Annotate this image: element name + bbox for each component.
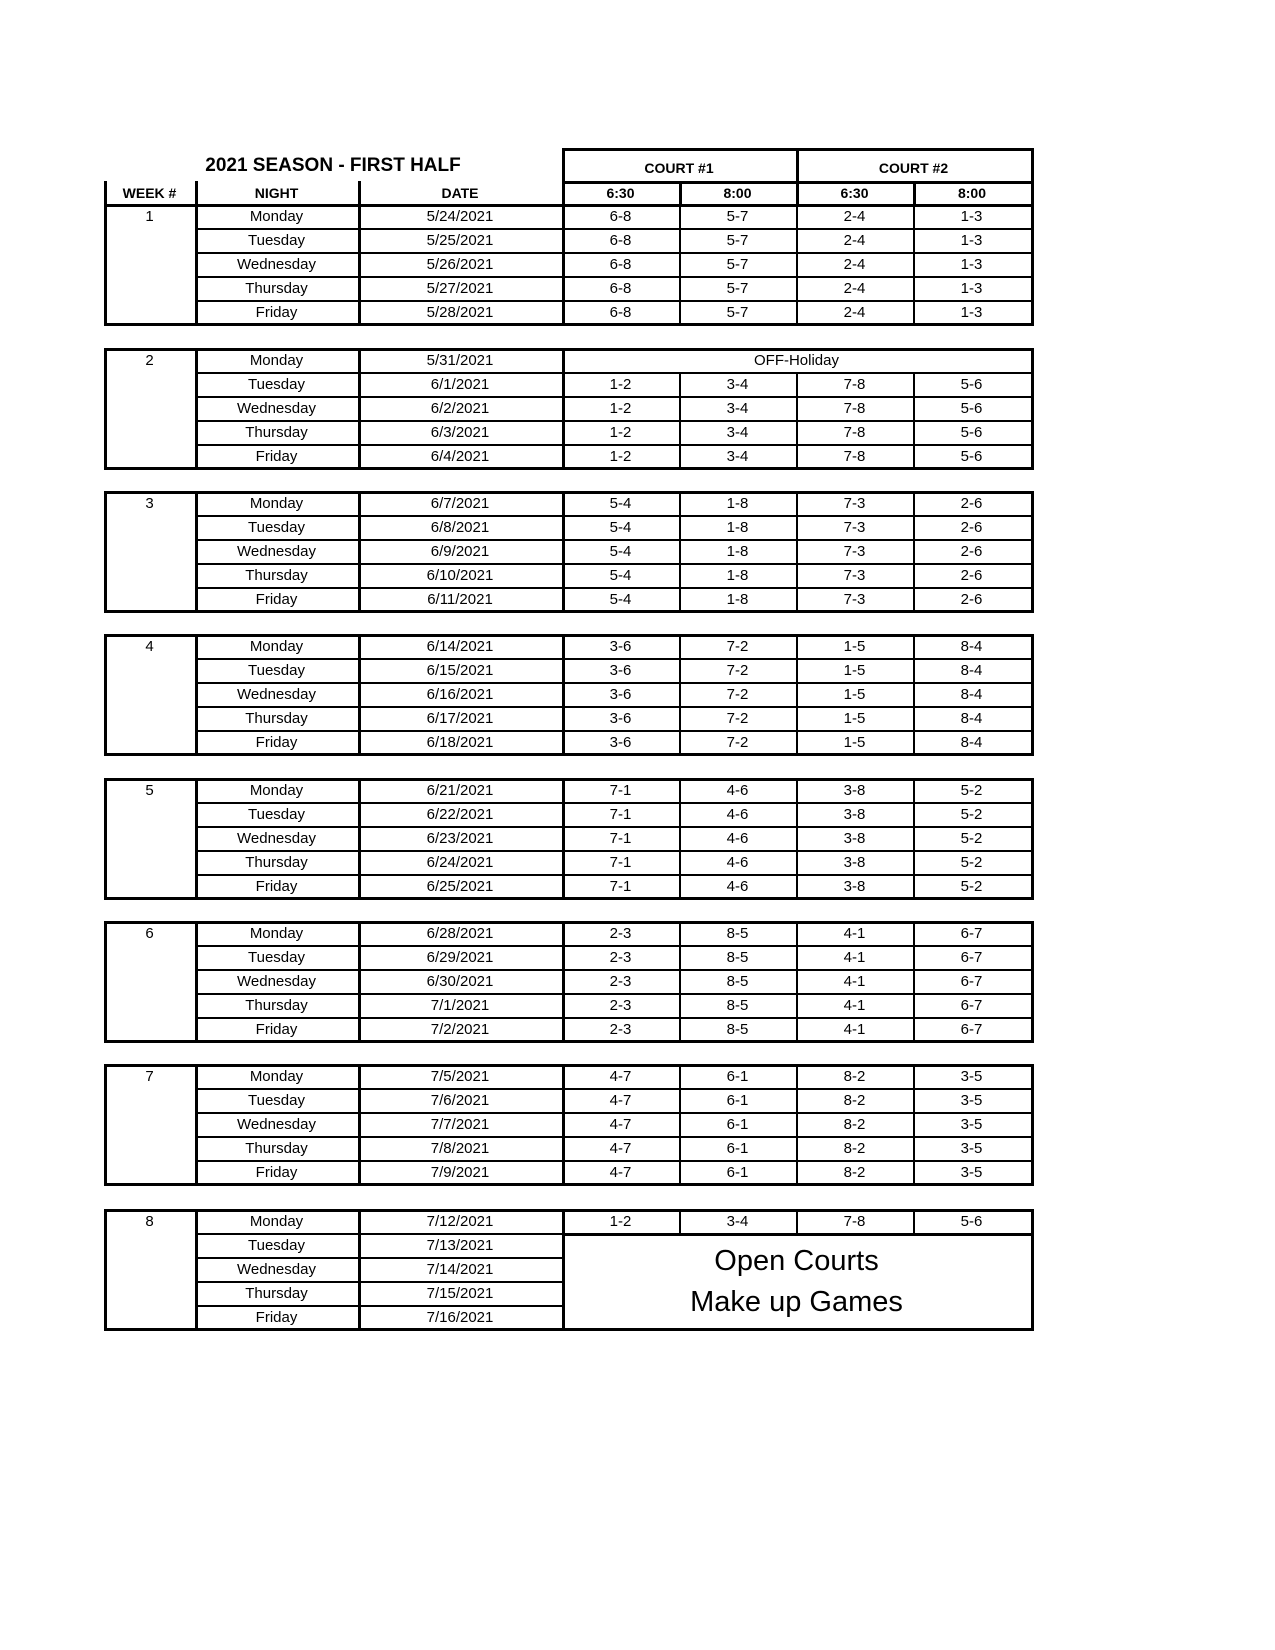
night-cell: Thursday bbox=[245, 1285, 308, 1302]
night-cell: Wednesday bbox=[237, 973, 316, 990]
night-cell: Tuesday bbox=[248, 662, 305, 679]
game-cell: 1-5 bbox=[843, 734, 866, 751]
game-cell: 8-4 bbox=[960, 710, 983, 727]
game-cell: 5-4 bbox=[609, 591, 632, 608]
night-cell: Friday bbox=[255, 448, 298, 465]
date-column-header: DATE bbox=[441, 185, 479, 201]
game-cell: 4-7 bbox=[609, 1116, 632, 1133]
date-cell: 6/21/2021 bbox=[426, 782, 494, 799]
game-cell: 8-5 bbox=[726, 925, 749, 942]
game-cell: 8-5 bbox=[726, 973, 749, 990]
week-number: 1 bbox=[145, 208, 154, 225]
game-cell: 6-7 bbox=[960, 1021, 983, 1038]
game-cell: 6-7 bbox=[960, 949, 983, 966]
night-cell: Monday bbox=[249, 1068, 304, 1085]
game-cell: 7-2 bbox=[726, 686, 749, 703]
game-cell: 4-7 bbox=[609, 1164, 632, 1181]
date-cell: 5/27/2021 bbox=[426, 280, 494, 297]
spacer-rule bbox=[358, 467, 562, 469]
game-cell: 3-5 bbox=[960, 1092, 983, 1109]
date-cell: 6/15/2021 bbox=[426, 662, 494, 679]
game-cell: 6-8 bbox=[609, 304, 632, 321]
date-cell: 7/5/2021 bbox=[430, 1068, 490, 1085]
game-cell: 8-2 bbox=[843, 1068, 866, 1085]
game-cell: 3-4 bbox=[726, 424, 749, 441]
game-cell: 4-1 bbox=[843, 1021, 866, 1038]
game-cell: 3-6 bbox=[609, 686, 632, 703]
week-block-right-rule bbox=[1031, 1064, 1034, 1186]
court-1-time-630: 6:30 bbox=[606, 185, 635, 201]
page-title: 2021 SEASON - FIRST HALF bbox=[205, 155, 461, 176]
game-cell: 6-7 bbox=[960, 997, 983, 1014]
game-cell: 5-4 bbox=[609, 543, 632, 560]
night-cell: Friday bbox=[255, 1021, 298, 1038]
game-cell: 4-6 bbox=[726, 854, 749, 871]
date-cell: 7/16/2021 bbox=[426, 1309, 494, 1326]
game-cell: 3-8 bbox=[843, 830, 866, 847]
date-cell: 7/9/2021 bbox=[430, 1164, 490, 1181]
game-cell: 2-3 bbox=[609, 1021, 632, 1038]
game-cell: 1-2 bbox=[609, 448, 632, 465]
night-cell: Monday bbox=[249, 782, 304, 799]
week-number: 8 bbox=[145, 1213, 154, 1230]
game-cell: 1-8 bbox=[726, 567, 749, 584]
date-cell: 7/7/2021 bbox=[430, 1116, 490, 1133]
game-cell: 4-6 bbox=[726, 782, 749, 799]
game-cell: 5-7 bbox=[726, 232, 749, 249]
game-cell: 3-8 bbox=[843, 878, 866, 895]
date-cell: 5/24/2021 bbox=[426, 208, 494, 225]
date-cell: 5/25/2021 bbox=[426, 232, 494, 249]
date-cell: 6/7/2021 bbox=[430, 495, 490, 512]
note-area-top-rule bbox=[562, 1233, 1031, 1236]
game-cell: 3-4 bbox=[726, 1213, 749, 1230]
night-cell: Friday bbox=[255, 878, 298, 895]
game-cell: 1-2 bbox=[609, 400, 632, 417]
night-column-header: NIGHT bbox=[254, 185, 299, 201]
night-cell: Wednesday bbox=[237, 256, 316, 273]
night-cell: Wednesday bbox=[237, 830, 316, 847]
date-cell: 6/17/2021 bbox=[426, 710, 494, 727]
game-cell: 2-3 bbox=[609, 973, 632, 990]
week-block-right-rule bbox=[1031, 778, 1034, 900]
court-header-right-rule bbox=[1031, 148, 1034, 204]
game-cell: 3-4 bbox=[726, 400, 749, 417]
game-cell: 5-6 bbox=[960, 424, 983, 441]
game-cell: 8-4 bbox=[960, 734, 983, 751]
game-cell: 5-4 bbox=[609, 519, 632, 536]
date-cell: 6/18/2021 bbox=[426, 734, 494, 751]
date-cell: 6/10/2021 bbox=[426, 567, 494, 584]
game-cell: 2-6 bbox=[960, 495, 983, 512]
game-cell: 1-5 bbox=[843, 638, 866, 655]
court-2-time-800: 8:00 bbox=[957, 185, 987, 201]
holiday-note: OFF-Holiday bbox=[753, 352, 839, 369]
date-cell: 6/30/2021 bbox=[426, 973, 494, 990]
game-cell: 7-3 bbox=[843, 591, 866, 608]
week-number: 4 bbox=[145, 638, 154, 655]
week-number: 7 bbox=[145, 1068, 154, 1085]
night-cell: Friday bbox=[255, 304, 298, 321]
game-cell: 4-1 bbox=[843, 997, 866, 1014]
date-cell: 6/29/2021 bbox=[426, 949, 494, 966]
week-number: 3 bbox=[145, 495, 154, 512]
date-cell: 6/23/2021 bbox=[426, 830, 494, 847]
game-cell: 4-6 bbox=[726, 830, 749, 847]
game-cell: 7-1 bbox=[609, 782, 632, 799]
date-cell: 7/8/2021 bbox=[430, 1140, 490, 1157]
game-cell: 5-6 bbox=[960, 400, 983, 417]
game-cell: 7-8 bbox=[843, 400, 866, 417]
game-cell: 5-6 bbox=[960, 376, 983, 393]
night-cell: Tuesday bbox=[248, 1092, 305, 1109]
game-cell: 2-6 bbox=[960, 591, 983, 608]
game-cell: 5-2 bbox=[960, 854, 983, 871]
night-cell: Monday bbox=[249, 1213, 304, 1230]
week-column-header: WEEK # bbox=[122, 185, 177, 201]
game-cell: 3-6 bbox=[609, 662, 632, 679]
game-cell: 5-4 bbox=[609, 567, 632, 584]
game-cell: 5-7 bbox=[726, 256, 749, 273]
date-cell: 6/14/2021 bbox=[426, 638, 494, 655]
date-cell: 7/2/2021 bbox=[430, 1021, 490, 1038]
date-cell: 7/15/2021 bbox=[426, 1285, 494, 1302]
game-cell: 4-6 bbox=[726, 878, 749, 895]
date-cell: 5/28/2021 bbox=[426, 304, 494, 321]
game-cell: 5-2 bbox=[960, 806, 983, 823]
game-cell: 1-8 bbox=[726, 519, 749, 536]
game-cell: 8-5 bbox=[726, 997, 749, 1014]
date-cell: 6/8/2021 bbox=[430, 519, 490, 536]
game-cell: 4-7 bbox=[609, 1068, 632, 1085]
game-cell: 6-1 bbox=[726, 1068, 749, 1085]
night-cell: Tuesday bbox=[248, 376, 305, 393]
game-cell: 2-4 bbox=[843, 208, 866, 225]
night-cell: Tuesday bbox=[248, 1237, 305, 1254]
night-cell: Friday bbox=[255, 1164, 298, 1181]
game-cell: 8-2 bbox=[843, 1140, 866, 1157]
game-cell: 7-2 bbox=[726, 638, 749, 655]
game-cell: 5-4 bbox=[609, 495, 632, 512]
open-courts-text: Open Courts bbox=[714, 1245, 879, 1277]
game-cell: 6-8 bbox=[609, 256, 632, 273]
game-cell: 3-8 bbox=[843, 806, 866, 823]
week-block-right-rule bbox=[1031, 348, 1034, 470]
game-cell: 3-6 bbox=[609, 638, 632, 655]
game-cell: 4-7 bbox=[609, 1092, 632, 1109]
date-cell: 7/1/2021 bbox=[430, 997, 490, 1014]
game-cell: 5-2 bbox=[960, 830, 983, 847]
game-cell: 6-1 bbox=[726, 1140, 749, 1157]
game-cell: 5-7 bbox=[726, 280, 749, 297]
game-cell: 7-3 bbox=[843, 567, 866, 584]
game-cell: 7-1 bbox=[609, 806, 632, 823]
game-cell: 1-5 bbox=[843, 686, 866, 703]
night-cell: Friday bbox=[255, 591, 298, 608]
night-cell: Thursday bbox=[245, 854, 308, 871]
game-cell: 7-1 bbox=[609, 854, 632, 871]
court-2-time-630: 6:30 bbox=[840, 185, 869, 201]
week-number: 5 bbox=[145, 782, 154, 799]
game-cell: 6-1 bbox=[726, 1116, 749, 1133]
game-cell: 2-6 bbox=[960, 567, 983, 584]
game-cell: 3-5 bbox=[960, 1068, 983, 1085]
game-cell: 2-6 bbox=[960, 519, 983, 536]
game-cell: 1-3 bbox=[960, 280, 983, 297]
game-cell: 6-8 bbox=[609, 280, 632, 297]
night-cell: Wednesday bbox=[237, 400, 316, 417]
game-cell: 4-1 bbox=[843, 925, 866, 942]
week-block-right-rule bbox=[1031, 634, 1034, 756]
game-cell: 2-4 bbox=[843, 232, 866, 249]
game-cell: 3-6 bbox=[609, 710, 632, 727]
date-cell: 6/24/2021 bbox=[426, 854, 494, 871]
night-cell: Thursday bbox=[245, 567, 308, 584]
game-cell: 7-3 bbox=[843, 519, 866, 536]
game-cell: 1-2 bbox=[609, 424, 632, 441]
date-cell: 6/25/2021 bbox=[426, 878, 494, 895]
game-cell: 1-3 bbox=[960, 304, 983, 321]
week-number: 6 bbox=[145, 925, 154, 942]
game-cell: 5-2 bbox=[960, 782, 983, 799]
night-cell: Monday bbox=[249, 208, 304, 225]
game-cell: 4-1 bbox=[843, 973, 866, 990]
game-cell: 3-5 bbox=[960, 1164, 983, 1181]
date-cell: 6/11/2021 bbox=[427, 591, 493, 608]
game-cell: 4-6 bbox=[726, 806, 749, 823]
game-cell: 6-7 bbox=[960, 973, 983, 990]
game-cell: 2-3 bbox=[609, 949, 632, 966]
game-cell: 4-7 bbox=[609, 1140, 632, 1157]
game-cell: 3-5 bbox=[960, 1116, 983, 1133]
game-cell: 1-8 bbox=[726, 543, 749, 560]
game-cell: 6-1 bbox=[726, 1164, 749, 1181]
date-cell: 6/4/2021 bbox=[430, 448, 490, 465]
night-cell: Friday bbox=[255, 734, 298, 751]
night-cell: Monday bbox=[249, 925, 304, 942]
game-cell: 6-7 bbox=[960, 925, 983, 942]
game-cell: 1-3 bbox=[960, 232, 983, 249]
week-block-right-rule bbox=[1031, 204, 1034, 326]
week-block-right-rule bbox=[1031, 1209, 1034, 1331]
game-cell: 6-8 bbox=[609, 208, 632, 225]
game-cell: 3-8 bbox=[843, 782, 866, 799]
game-cell: 3-8 bbox=[843, 854, 866, 871]
game-cell: 1-5 bbox=[843, 710, 866, 727]
game-cell: 7-3 bbox=[843, 495, 866, 512]
night-cell: Thursday bbox=[245, 424, 308, 441]
date-cell: 6/2/2021 bbox=[430, 400, 490, 417]
game-cell: 7-2 bbox=[726, 662, 749, 679]
game-cell: 1-5 bbox=[843, 662, 866, 679]
game-cell: 5-6 bbox=[960, 1213, 983, 1230]
date-cell: 6/3/2021 bbox=[430, 424, 490, 441]
game-cell: 7-8 bbox=[843, 448, 866, 465]
game-cell: 2-3 bbox=[609, 997, 632, 1014]
night-cell: Friday bbox=[255, 1309, 298, 1326]
game-cell: 5-2 bbox=[960, 878, 983, 895]
game-cell: 7-3 bbox=[843, 543, 866, 560]
court-2-label: COURT #2 bbox=[878, 160, 949, 176]
date-cell: 6/9/2021 bbox=[430, 543, 490, 560]
game-cell: 7-1 bbox=[609, 878, 632, 895]
game-cell: 1-3 bbox=[960, 208, 983, 225]
night-cell: Monday bbox=[249, 638, 304, 655]
night-cell: Wednesday bbox=[237, 1261, 316, 1278]
game-cell: 1-2 bbox=[609, 1213, 632, 1230]
game-cell: 8-2 bbox=[843, 1164, 866, 1181]
night-cell: Thursday bbox=[245, 710, 308, 727]
game-cell: 3-5 bbox=[960, 1140, 983, 1157]
night-cell: Tuesday bbox=[248, 806, 305, 823]
game-cell: 6-8 bbox=[609, 232, 632, 249]
game-cell: 3-4 bbox=[726, 448, 749, 465]
date-cell: 6/16/2021 bbox=[426, 686, 494, 703]
date-cell: 7/13/2021 bbox=[426, 1237, 494, 1254]
date-cell: 5/26/2021 bbox=[426, 256, 494, 273]
game-cell: 1-8 bbox=[726, 495, 749, 512]
game-cell: 8-4 bbox=[960, 638, 983, 655]
game-cell: 8-4 bbox=[960, 662, 983, 679]
night-cell: Wednesday bbox=[237, 543, 316, 560]
date-cell: 7/14/2021 bbox=[426, 1261, 494, 1278]
court-1-time-800: 8:00 bbox=[723, 185, 752, 201]
game-cell: 6-1 bbox=[726, 1092, 749, 1109]
game-cell: 1-2 bbox=[609, 376, 632, 393]
night-cell: Thursday bbox=[245, 280, 308, 297]
game-cell: 7-2 bbox=[726, 710, 749, 727]
game-cell: 2-6 bbox=[960, 543, 983, 560]
game-cell: 2-4 bbox=[843, 304, 866, 321]
game-cell: 7-8 bbox=[843, 376, 866, 393]
date-cell: 6/28/2021 bbox=[426, 925, 494, 942]
game-cell: 7-8 bbox=[843, 1213, 866, 1230]
night-cell: Thursday bbox=[245, 1140, 308, 1157]
game-cell: 1-3 bbox=[960, 256, 983, 273]
game-cell: 8-5 bbox=[726, 949, 749, 966]
game-cell: 8-4 bbox=[960, 686, 983, 703]
game-cell: 2-4 bbox=[843, 256, 866, 273]
date-cell: 7/6/2021 bbox=[430, 1092, 490, 1109]
night-cell: Wednesday bbox=[237, 1116, 316, 1133]
week-block-right-rule bbox=[1031, 491, 1034, 613]
game-cell: 8-5 bbox=[726, 1021, 749, 1038]
night-cell: Thursday bbox=[245, 997, 308, 1014]
night-cell: Tuesday bbox=[248, 232, 305, 249]
night-cell: Monday bbox=[249, 352, 304, 369]
date-cell: 7/12/2021 bbox=[426, 1213, 494, 1230]
night-cell: Monday bbox=[249, 495, 304, 512]
week-block-right-rule bbox=[1031, 921, 1034, 1043]
date-cell: 5/31/2021 bbox=[426, 352, 494, 369]
game-cell: 7-8 bbox=[843, 424, 866, 441]
court-1-label: COURT #1 bbox=[644, 160, 714, 176]
game-cell: 7-2 bbox=[726, 734, 749, 751]
night-cell: Tuesday bbox=[248, 949, 305, 966]
game-cell: 2-3 bbox=[609, 925, 632, 942]
game-cell: 2-4 bbox=[843, 280, 866, 297]
game-cell: 3-4 bbox=[726, 376, 749, 393]
game-cell: 3-6 bbox=[609, 734, 632, 751]
make-up-games-text: Make up Games bbox=[690, 1286, 903, 1318]
game-cell: 7-1 bbox=[609, 830, 632, 847]
game-cell: 5-6 bbox=[960, 448, 983, 465]
game-cell: 5-7 bbox=[726, 304, 749, 321]
week-number: 2 bbox=[145, 352, 154, 369]
game-cell: 1-8 bbox=[726, 591, 749, 608]
night-cell: Tuesday bbox=[248, 519, 305, 536]
night-cell: Wednesday bbox=[237, 686, 316, 703]
game-cell: 4-1 bbox=[843, 949, 866, 966]
date-cell: 6/22/2021 bbox=[426, 806, 494, 823]
game-cell: 5-7 bbox=[726, 208, 749, 225]
game-cell: 8-2 bbox=[843, 1092, 866, 1109]
date-cell: 6/1/2021 bbox=[430, 376, 490, 393]
game-cell: 8-2 bbox=[843, 1116, 866, 1133]
